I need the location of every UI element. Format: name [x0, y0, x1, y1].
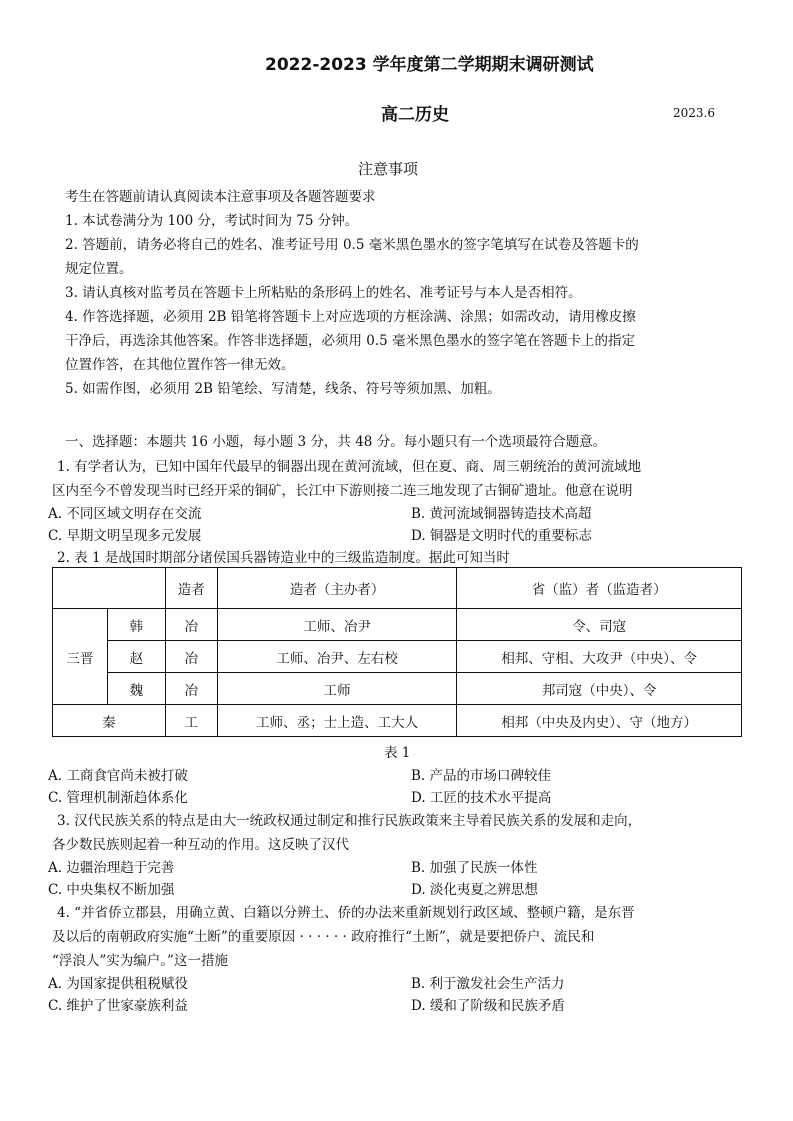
question-3-stem: 各少数民族则起着一种互动的作用。这反映了汉代	[52, 837, 349, 853]
host-cell: 工师、冶尹、左右校	[217, 641, 457, 673]
q4-option-b: B. 利于激发社会生产活力	[411, 976, 565, 992]
table-caption: 表 1	[384, 745, 411, 761]
notes-line: 1. 本试卷满分为 100 分，考试时间为 75 分钟。	[65, 213, 359, 229]
notes-line: 干净后，再选涂其他答案。作答非选择题，必须用 0.5 毫米黑色墨水的签字笔在答题卡上的指定	[65, 333, 636, 349]
exam-subject: 高二历史	[381, 105, 449, 125]
supervisor-cell: 邦司寇（中央）、令	[457, 673, 742, 705]
section-heading: 一、选择题：本题共 16 小题，每小题 3 分，共 48 分。每小题只有一个选项最符合题意。	[65, 434, 607, 450]
table-header-cell: 造者（主办者）	[217, 568, 457, 609]
question-1-stem: 区内至今不曾发现当时已经开采的铜矿，长江中下游则接二连三地发现了古铜矿遗址。他意在说明	[52, 483, 633, 499]
supervisor-cell: 相邦、守相、大攻尹（中央）、令	[457, 641, 742, 673]
table-header-cell: 省（监）者（监造者）	[457, 568, 742, 609]
table-header-cell: 造者	[165, 568, 217, 609]
maker-cell: 冶	[165, 673, 217, 705]
q2-option-d: D. 工匠的技术水平提高	[411, 790, 552, 806]
notes-line: 考生在答题前请认真阅读本注意事项及各题答题要求	[65, 189, 376, 205]
supervisor-cell: 相邦（中央及内史）、守（地方）	[457, 705, 742, 737]
question-4-stem: 及以后的南朝政府实施“土断”的重要原因 · · · · · · 政府推行“土断”，就是要把侨户、流民和	[52, 929, 595, 945]
q1-option-d: D. 铜器是文明时代的重要标志	[411, 528, 592, 544]
host-cell: 工师、丞；士上造、工大人	[217, 705, 457, 737]
notes-heading: 注意事项	[358, 160, 419, 178]
q3-option-c: C. 中央集权不断加强	[48, 882, 175, 898]
maker-cell: 冶	[165, 609, 217, 641]
q2-option-b: B. 产品的市场口碑较佳	[411, 768, 552, 784]
exam-date: 2023.6	[673, 106, 715, 120]
question-1-stem: 1. 有学者认为，已知中国年代最早的铜器出现在黄河流域，但在夏、商、周三朝统治的黄河流域地	[57, 459, 642, 475]
notes-line: 4. 作答选择题，必须用 2B 铅笔将答题卡上对应选项的方框涂满、涂黑；如需改动，请用橡皮擦	[65, 309, 636, 325]
q3-option-a: A. 边疆治理趋于完善	[48, 860, 175, 876]
q1-option-a: A. 不同区域文明存在交流	[48, 506, 202, 522]
table-row	[53, 673, 742, 705]
q4-option-a: A. 为国家提供租税赋役	[48, 976, 188, 992]
state-cell: 魏	[107, 673, 165, 705]
q3-option-d: D. 淡化夷夏之辨思想	[411, 882, 538, 898]
question-4-stem: “浮浪人”实为编户。”这一措施	[52, 953, 228, 969]
table-row	[53, 609, 742, 641]
host-cell: 工师、冶尹	[217, 609, 457, 641]
exam-title: 2022-2023 学年度第二学期期末调研测试	[265, 55, 594, 75]
table-row	[53, 705, 742, 737]
supervision-table	[52, 567, 742, 737]
notes-line: 5. 如需作图，必须用 2B 铅笔绘、写清楚，线条、符号等须加黑、加粗。	[65, 381, 501, 397]
notes-line: 3. 请认真核对监考员在答题卡上所粘贴的条形码上的姓名、准考证号与本人是否相符。	[65, 285, 582, 301]
group-cell: 三晋	[53, 609, 108, 705]
question-3-stem: 3. 汉代民族关系的特点是由大一统政权通过制定和推行民族政策来主导着民族关系的发展和走向，	[57, 813, 642, 829]
q4-option-c: C. 维护了世家豪族利益	[48, 998, 188, 1014]
notes-line: 2. 答题前，请务必将自己的姓名、准考证号用 0.5 毫米黑色墨水的签字笔填写在试卷及答题卡的	[65, 237, 639, 253]
supervisor-cell: 令、司寇	[457, 609, 742, 641]
table-header-empty	[53, 568, 166, 609]
host-cell: 工师	[217, 673, 457, 705]
maker-cell: 冶	[165, 641, 217, 673]
table-row	[53, 641, 742, 673]
q4-option-d: D. 缓和了阶级和民族矛盾	[411, 998, 565, 1014]
q2-option-a: A. 工商食官尚未被打破	[48, 768, 188, 784]
state-cell: 秦	[53, 705, 166, 737]
q2-option-c: C. 管理机制渐趋体系化	[48, 790, 188, 806]
state-cell: 赵	[107, 641, 165, 673]
q1-option-b: B. 黄河流域铜器铸造技术高超	[411, 506, 592, 522]
question-4-stem: 4. “并省侨立郡县，用确立黄、白籍以分辨土、侨的办法来重新规划行政区域、整顿户籍，是东晋	[57, 905, 635, 921]
state-cell: 韩	[107, 609, 165, 641]
question-2-stem: 2. 表 1 是战国时期部分诸侯国兵器铸造业中的三级监造制度。据此可知当时	[57, 550, 510, 566]
q3-option-b: B. 加强了民族一体性	[411, 860, 538, 876]
table-header-row	[53, 568, 742, 609]
notes-line: 位置作答，在其他位置作答一律无效。	[65, 357, 295, 373]
q1-option-c: C. 早期文明呈现多元发展	[48, 528, 202, 544]
notes-line: 规定位置。	[65, 261, 133, 277]
maker-cell: 工	[165, 705, 217, 737]
